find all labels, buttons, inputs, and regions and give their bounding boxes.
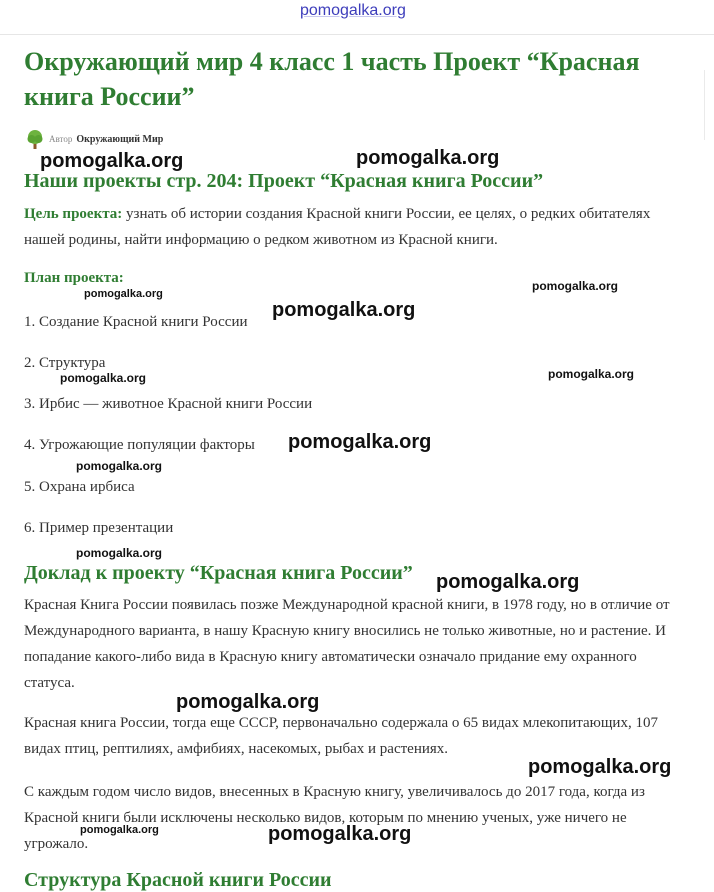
watermark: pomogalka.org: [76, 546, 163, 560]
watermark: pomogalka.org: [80, 824, 159, 836]
watermark: pomogalka.org: [76, 459, 163, 473]
watermark: pomogalka.org: [356, 147, 500, 169]
site-logo[interactable]: pomogalka.org: [300, 2, 406, 19]
plan-item: 3. Ирбис — животное Красной книги России: [24, 396, 313, 412]
watermark: pomogalka.org: [176, 691, 320, 713]
watermark: pomogalka.org: [436, 571, 580, 593]
goal-paragraph: [24, 201, 684, 253]
top-bar: [0, 0, 714, 35]
plan-item: 2. Структура: [24, 355, 106, 371]
sidebar-edge: [704, 70, 714, 140]
article-header: [24, 44, 684, 114]
plan-item: 6. Пример презентации: [24, 520, 174, 536]
goal-text: узнать об истории создания Красной книги России, ее целях, о редких обитателях нашей родины, найти информацию о редком животном из Красной книги.: [24, 206, 651, 248]
watermark: pomogalka.org: [528, 756, 672, 778]
watermark: pomogalka.org: [532, 279, 619, 293]
watermark: pomogalka.org: [268, 823, 412, 845]
article-title: Окружающий мир 4 класс 1 часть Проект “Красная книга России”: [24, 47, 640, 111]
watermark: pomogalka.org: [288, 431, 432, 453]
watermark: pomogalka.org: [272, 299, 416, 321]
report-paragraph: Красная Книга России появилась позже Международной красной книги, в 1978 году, но в отличие от Международного варианта, в нашу Красную книгу вносились не только животные, но и растение. И попадание какого-либо вида в Красную книгу автоматически означало придание ему охранного статуса.: [24, 597, 670, 691]
section-title-report: Доклад к проекту “Красная книга России”: [24, 562, 413, 584]
watermark: pomogalka.org: [40, 150, 184, 172]
section-title-projects: Наши проекты стр. 204: Проект “Красная книга России”: [24, 170, 544, 192]
watermark: pomogalka.org: [84, 288, 163, 300]
next-section-title: Структура Красной книги России: [24, 869, 332, 891]
plan-item: 1. Создание Красной книги России: [24, 314, 248, 330]
plan-label: План проекта:: [24, 270, 124, 286]
plan-item: 5. Охрана ирбиса: [24, 479, 135, 495]
report-paragraph: Красная книга России, тогда еще СССР, первоначально содержала о 65 видах млекопитающих, 107 видах птиц, рептилиях, амфибиях, насекомых, рыбах и растениях.: [24, 715, 658, 757]
goal-label: Цель проекта:: [24, 206, 123, 222]
author-name[interactable]: Окружающий Мир: [76, 133, 164, 145]
tree-icon: [24, 128, 46, 150]
watermark: pomogalka.org: [60, 371, 147, 385]
author-label: Автор: [49, 134, 73, 144]
plan-item: 4. Угрожающие популяции факторы: [24, 437, 255, 453]
report-paragraph: С каждым годом число видов, внесенных в Красную книгу, увеличивалось до 2017 года, когда из Красной книги были исключены несколько видов, которым по мнению ученых, уже ничего не угрожало.: [24, 784, 645, 852]
watermark: pomogalka.org: [548, 367, 635, 381]
author-meta: [24, 128, 163, 150]
